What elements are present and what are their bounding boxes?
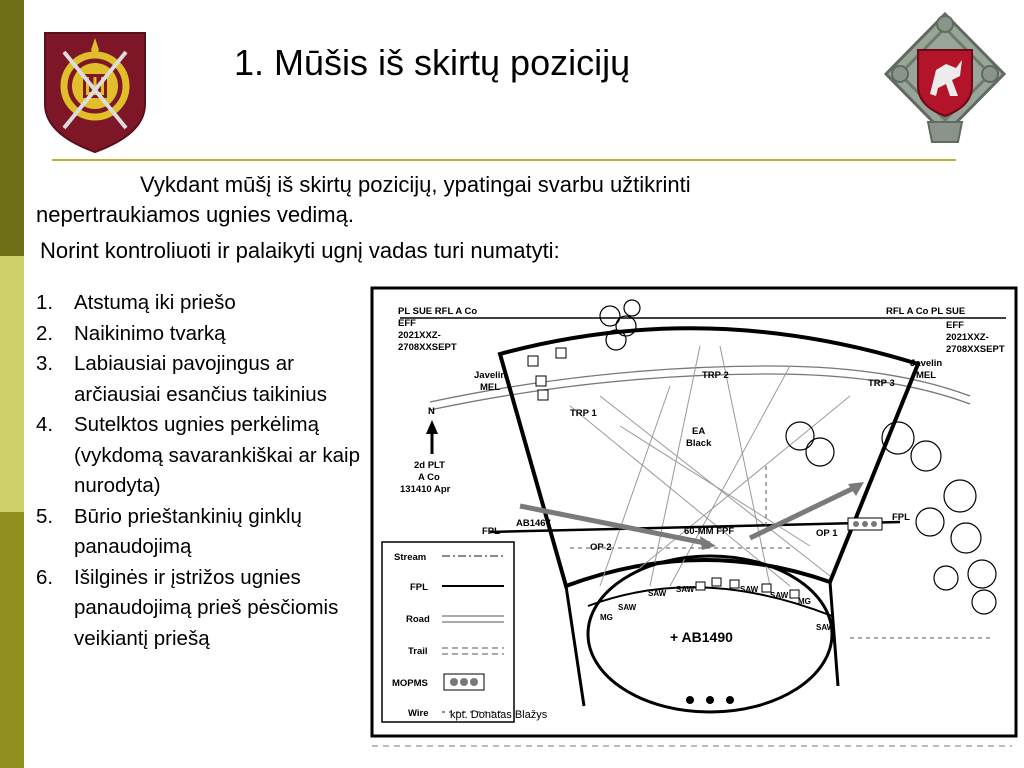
list-item xyxy=(36,410,376,502)
position-dot xyxy=(686,696,694,704)
slide-title: 1. Mūšis iš skirtų pozicijų xyxy=(234,42,631,83)
label-mel-left: MEL xyxy=(480,382,501,393)
label-unit-2: A Co xyxy=(418,472,440,483)
list-item xyxy=(36,319,376,350)
label-fpl-left: FPL xyxy=(482,526,500,537)
label-mg-right: MG xyxy=(798,597,811,606)
label-phase-left-4: 2708XXSEPT xyxy=(398,342,457,353)
legend-wire: Wire xyxy=(408,708,429,719)
label-ea-black: Black xyxy=(686,438,712,449)
label-javelin-left: Javelin xyxy=(474,370,507,381)
label-ea: EA xyxy=(692,426,706,437)
label-trp3: TRP 3 xyxy=(868,378,895,389)
label-phase-left-2: EFF xyxy=(398,318,416,329)
label-saw: SAW xyxy=(740,585,759,594)
list-item xyxy=(36,563,376,655)
diagram-caption-fragment xyxy=(372,738,1020,760)
list-number: 3. xyxy=(36,352,54,375)
list-number: 5. xyxy=(36,504,54,528)
label-saw: SAW xyxy=(676,585,695,594)
legend-stream: Stream xyxy=(394,552,427,563)
list-item xyxy=(36,288,376,319)
unit-badge-logo xyxy=(880,10,1010,150)
intro-line-2: nepertraukiamos ugnies vedimą. xyxy=(36,202,354,227)
mopms-dot xyxy=(862,521,868,527)
label-saw-left: SAW xyxy=(618,603,637,612)
legend-road: Road xyxy=(406,614,430,625)
list-number: 1. xyxy=(36,291,54,314)
label-trp2: TRP 2 xyxy=(702,370,729,381)
label-op2: OP 2 xyxy=(590,542,612,553)
position-dot xyxy=(706,696,714,704)
label-saw: SAW xyxy=(770,591,789,600)
list-item xyxy=(36,349,376,410)
label-phase-right-4: 2708XXSEPT xyxy=(946,344,1005,355)
label-phase-right-3: 2021XXZ- xyxy=(946,332,989,343)
legend-fpl: FPL xyxy=(410,582,428,593)
label-fpl-right: FPL xyxy=(892,512,910,523)
legend-trail: Trail xyxy=(408,646,428,657)
label-north: N xyxy=(428,406,435,417)
mopms-dot xyxy=(853,521,859,527)
label-mel-right: MEL xyxy=(916,370,937,381)
label-ab1467: AB1467 xyxy=(516,518,551,529)
list-text: Išilginės ir įstrižos ugnies panaudojimą prieš pėsčiomis veikiantį priešą xyxy=(74,565,339,650)
title-divider xyxy=(52,159,956,161)
list-text: Naikinimo tvarką xyxy=(74,321,226,345)
position-dot xyxy=(726,696,734,704)
label-saw: SAW xyxy=(648,589,667,598)
label-ab1490: + AB1490 xyxy=(670,629,733,645)
left-bar-top xyxy=(0,0,24,256)
legend-mopms-dot xyxy=(460,678,468,686)
numbered-list xyxy=(36,288,376,654)
label-mg-left: MG xyxy=(600,613,613,622)
intro-line-1: Vykdant mūšį iš skirtų pozicijų, ypatingai svarbu užtikrinti xyxy=(140,172,691,197)
label-phase-right-2: EFF xyxy=(946,320,964,331)
intro-line-3: Norint kontroliuoti ir palaikyti ugnį vadas turi numatyti: xyxy=(40,238,560,263)
tactical-diagram xyxy=(370,286,1018,738)
label-unit-1: 2d PLT xyxy=(414,460,445,471)
legend-mopms-dot xyxy=(450,678,458,686)
list-text: Labiausiai pavojingus ar arčiausiai esančius taikinius xyxy=(74,352,327,406)
legend-box xyxy=(382,542,514,722)
label-phase-left-1: PL SUE RFL A Co xyxy=(398,306,478,317)
list-number: 6. xyxy=(36,565,54,589)
label-saw-right: SAW xyxy=(816,623,835,632)
legend-mopms: MOPMS xyxy=(392,678,428,689)
author-credit: kpt. Donatas Blažys xyxy=(450,709,548,721)
label-unit-3: 131410 Apr xyxy=(400,484,451,495)
label-op1: OP 1 xyxy=(816,528,838,539)
legend-mopms-dot xyxy=(470,678,478,686)
label-mortar-fpf: 60-MM FPF xyxy=(684,526,735,537)
label-trp1: TRP 1 xyxy=(570,408,597,419)
list-text: Sutelktos ugnies perkėlimą (vykdomą savarankiškai ar kaip nurodyta) xyxy=(74,413,360,497)
intro-paragraph xyxy=(36,170,916,230)
list-text: Atstumą iki priešo xyxy=(74,291,236,314)
military-shield-logo xyxy=(42,30,148,154)
list-item xyxy=(36,502,376,563)
list-text: Būrio prieštankinių ginklų panaudojimą xyxy=(74,504,302,558)
list-number: 2. xyxy=(36,321,54,345)
label-phase-right-1: RFL A Co PL SUE xyxy=(886,306,966,317)
label-javelin-right: Javelin xyxy=(910,358,943,369)
label-phase-left-3: 2021XXZ- xyxy=(398,330,441,341)
mopms-dot xyxy=(871,521,877,527)
left-bar-middle xyxy=(0,256,24,512)
left-bar-bottom xyxy=(0,512,24,768)
list-number: 4. xyxy=(36,413,54,436)
